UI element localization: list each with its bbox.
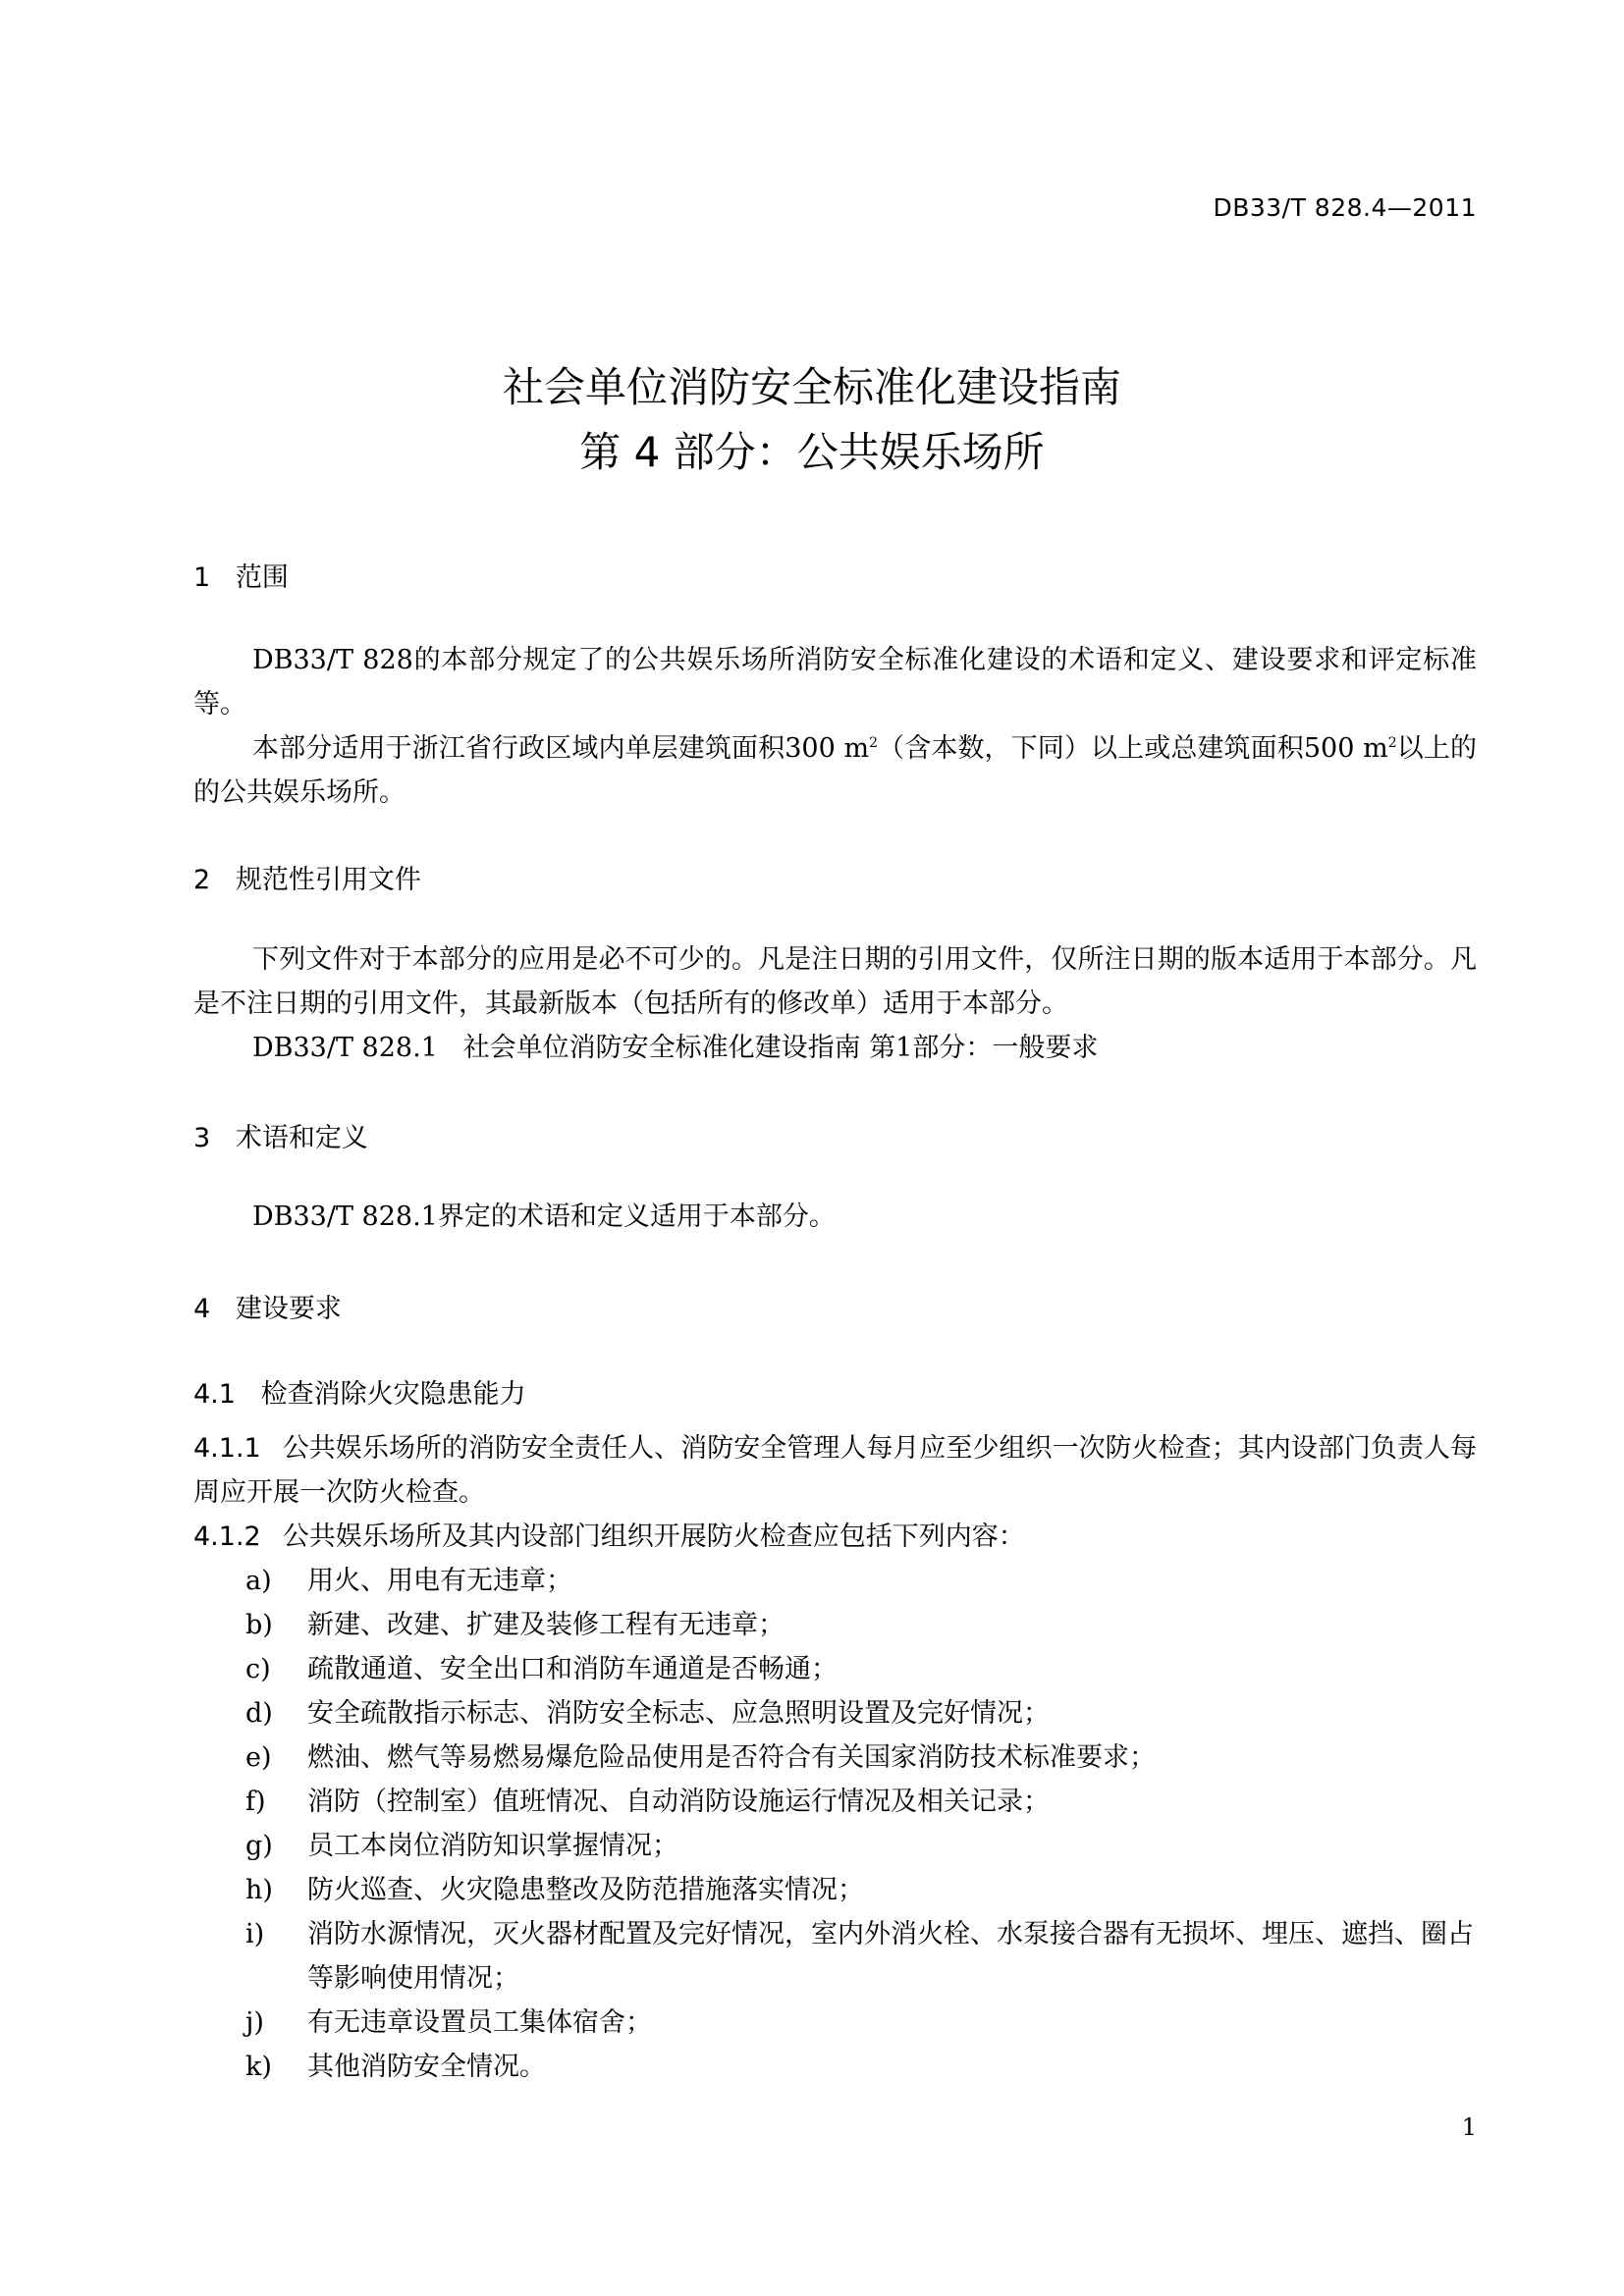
- list-item-text: 防火巡查、火灾隐患整改及防范措施落实情况；: [307, 1875, 864, 1905]
- document-subtitle: 第 4 部分：公共娱乐场所: [579, 428, 1045, 476]
- document-title: 社会单位消防安全标准化建设指南: [502, 363, 1121, 411]
- list-item: [245, 1691, 1477, 1735]
- superscript-2: 2: [869, 735, 878, 751]
- clause-4-1-1-number: 4.1.1: [193, 1433, 261, 1464]
- list-item: [245, 2001, 1477, 2045]
- section-4-heading: 4 建设要求: [193, 1294, 342, 1324]
- list-item-label: h): [245, 1875, 273, 1905]
- clause-4-1-1-text: 公共娱乐场所的消防安全责任人、消防安全管理人每月应至少组织一次防火检查；其内设部门负责人每周应开展一次防火检查。: [193, 1433, 1477, 1508]
- list-item-label: e): [245, 1742, 272, 1773]
- list-item-label: c): [245, 1654, 271, 1684]
- list-item-text: 有无违章设置员工集体宿舍；: [307, 2007, 652, 2038]
- list-item-label: i): [245, 1919, 265, 1949]
- section-1-paragraph-1: DB33/T 828的本部分规定了的公共娱乐场所消防安全标准化建设的术语和定义、建设要求和评定标准等。: [193, 645, 1477, 720]
- section-3-heading: 3 术语和定义: [193, 1123, 368, 1153]
- section-1-body: [193, 638, 1477, 815]
- list-item: [245, 1647, 1477, 1691]
- list-item-label: b): [245, 1610, 273, 1640]
- list-item-label: k): [245, 2052, 272, 2082]
- superscript-2: 2: [1387, 735, 1397, 751]
- section-2-paragraph-1: 下列文件对于本部分的应用是必不可少的。凡是注日期的引用文件，仅所注日期的版本适用于本部分。凡是不注日期的引用文件，其最新版本（包括所有的修改单）适用于本部分。: [193, 944, 1477, 1019]
- list-item-text: 员工本岗位消防知识掌握情况；: [307, 1831, 678, 1861]
- clause-4-1-2: [193, 1515, 1477, 1559]
- list-item-text: 燃油、燃气等易燃易爆危险品使用是否符合有关国家消防技术标准要求；: [307, 1742, 1156, 1773]
- list-item-text: 消防（控制室）值班情况、自动消防设施运行情况及相关记录；: [307, 1787, 1050, 1817]
- paragraph-2-part-c: 以上的的公共娱乐场所。: [193, 733, 1477, 808]
- list-item: [245, 1780, 1477, 1824]
- section-1-heading: 1 范围: [193, 562, 289, 593]
- list-item-text: 疏散通道、安全出口和消防车通道是否畅通；: [307, 1654, 838, 1684]
- clause-4-1-1: [193, 1426, 1477, 1515]
- list-item: [245, 1735, 1477, 1780]
- list-item-label: g): [245, 1831, 273, 1861]
- section-4-1-heading: 4.1 检查消除火灾隐患能力: [193, 1379, 526, 1410]
- section-1-paragraph-2: [193, 726, 1477, 815]
- list-item: [245, 1868, 1477, 1912]
- paragraph-2-part-a: 本部分适用于浙江省行政区域内单层建筑面积300 m: [252, 733, 870, 764]
- section-2-reference: DB33/T 828.1 社会单位消防安全标准化建设指南 第1部分：一般要求: [252, 1033, 1099, 1063]
- list-item-label: j): [245, 2007, 264, 2038]
- clause-4-1-2-text: 公共娱乐场所及其内设部门组织开展防火检查应包括下列内容：: [282, 1522, 1025, 1552]
- paragraph-2-part-b: （含本数，下同）以上或总建筑面积500 m: [877, 733, 1388, 764]
- list-item: [245, 1559, 1477, 1603]
- list-item-text: 新建、改建、扩建及装修工程有无违章；: [307, 1610, 785, 1640]
- section-2-heading: 2 规范性引用文件: [193, 865, 421, 895]
- page-number: 1: [1461, 2113, 1477, 2141]
- section-2-body: [193, 937, 1477, 1070]
- section-3-paragraph-1: DB33/T 828.1界定的术语和定义适用于本部分。: [252, 1201, 836, 1232]
- list-item: [245, 1824, 1477, 1868]
- document-code: DB33/T 828.4—2011: [1213, 193, 1477, 222]
- list-item: [245, 1912, 1477, 2001]
- list-item: [245, 1603, 1477, 1647]
- list-item-text: 消防水源情况，灭火器材配置及完好情况，室内外消火栓、水泵接合器有无损坏、埋压、遮挡、圈占等影响使用情况；: [307, 1919, 1474, 1994]
- list-item-label: a): [245, 1566, 272, 1596]
- list-item-text: 其他消防安全情况。: [307, 2052, 546, 2082]
- clause-4-1-2-number: 4.1.2: [193, 1522, 261, 1552]
- list-item-text: 安全疏散指示标志、消防安全标志、应急照明设置及完好情况；: [307, 1698, 1050, 1729]
- inspection-items-list: [245, 1559, 1477, 2089]
- list-item-text: 用火、用电有无违章；: [307, 1566, 572, 1596]
- section-3-body: [193, 1195, 1477, 1239]
- list-item: [245, 2045, 1477, 2089]
- list-item-label: f): [245, 1787, 266, 1817]
- list-item-label: d): [245, 1698, 273, 1729]
